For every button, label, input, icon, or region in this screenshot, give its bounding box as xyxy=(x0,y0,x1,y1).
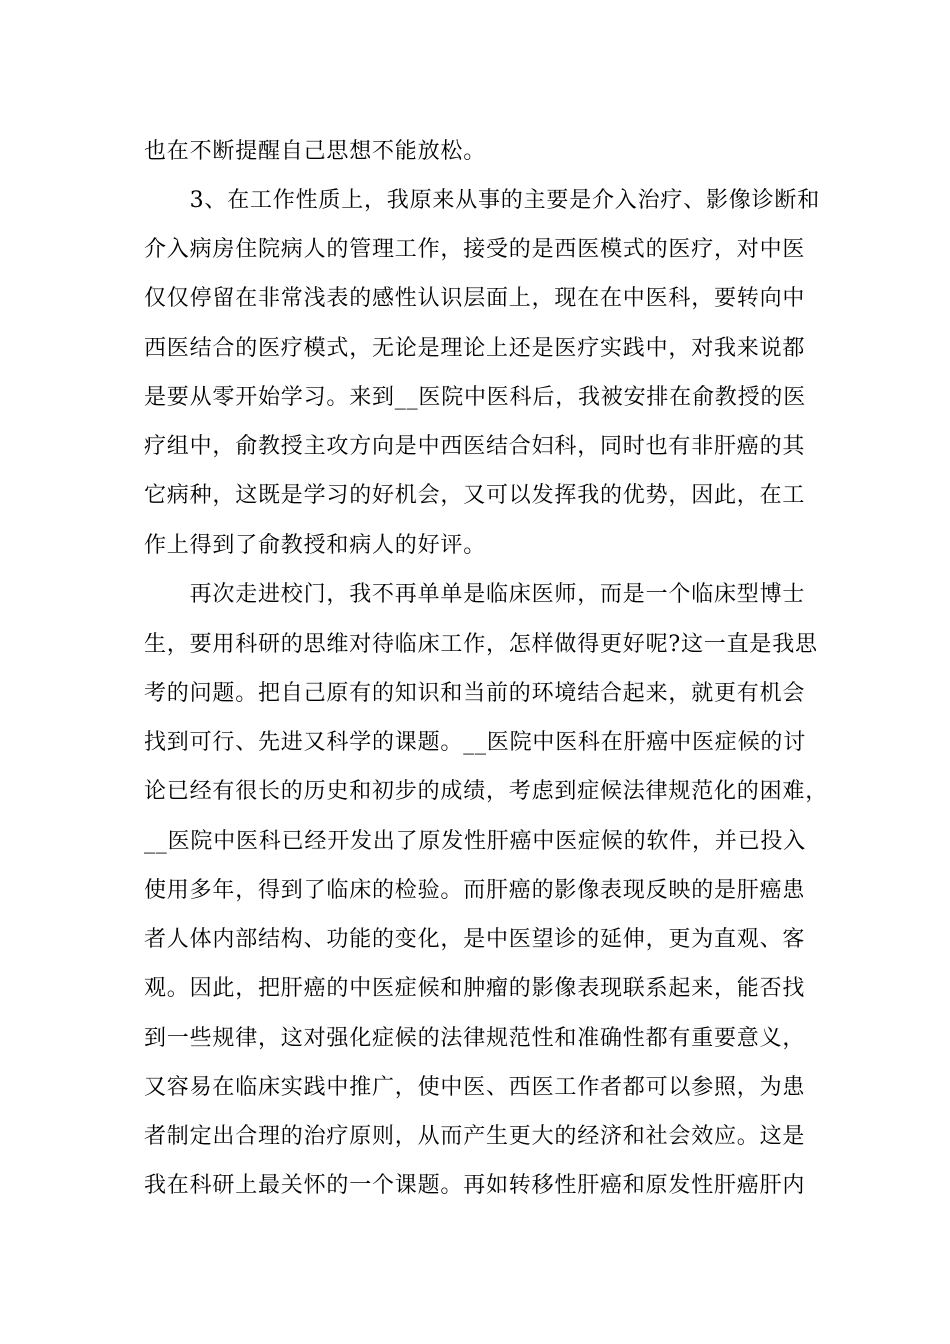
text-line-15: __医院中医科已经开发出了原发性肝癌中医症候的软件，并已投入 xyxy=(144,829,807,854)
text-line-9: 作上得到了俞教授和病人的好评。 xyxy=(144,533,487,558)
text-line-13: 找到可行、先进又科学的课题。__医院中医科在肝癌中医症候的讨 xyxy=(144,730,807,755)
text-line-5: 西医结合的医疗模式，无论是理论上还是医疗实践中，对我来说都 xyxy=(144,336,806,361)
text-line-6: 是要从零开始学习。来到__医院中医科后，我被安排在俞教授的医 xyxy=(144,385,807,410)
text-line-21: 者制定出合理的治疗原则，从而产生更大的经济和社会效应。这是 xyxy=(144,1124,806,1149)
text-line-2: 3、在工作性质上，我原来从事的主要是介入治疗、影像诊断和 xyxy=(144,188,820,213)
text-line-11: 生，要用科研的思维对待临床工作，怎样做得更好呢?这一直是我思 xyxy=(144,632,818,657)
text-line-17: 者人体内部结构、功能的变化，是中医望诊的延伸，更为直观、客 xyxy=(144,927,806,952)
text-line-7: 疗组中，俞教授主攻方向是中西医结合妇科，同时也有非肝癌的其 xyxy=(144,434,806,459)
text-line-20: 又容易在临床实践中推广，使中医、西医工作者都可以参照，为患 xyxy=(144,1075,806,1100)
text-line-22: 我在科研上最关怀的一个课题。再如转移性肝癌和原发性肝癌肝内 xyxy=(144,1173,806,1198)
text-line-16: 使用多年，得到了临床的检验。而肝癌的影像表现反映的是肝癌患 xyxy=(144,878,806,903)
text-line-4: 仅仅停留在非常浅表的感性认识层面上，现在在中医科，要转向中 xyxy=(144,286,806,311)
text-line-8: 它病种，这既是学习的好机会，又可以发挥我的优势，因此，在工 xyxy=(144,483,806,508)
text-line-18: 观。因此，把肝癌的中医症候和肿瘤的影像表现联系起来，能否找 xyxy=(144,976,806,1001)
text-line-12: 考的问题。把自己原有的知识和当前的环境结合起来，就更有机会 xyxy=(144,681,806,706)
text-line-14: 论已经有很长的历史和初步的成绩，考虑到症候法律规范化的困难， xyxy=(144,779,829,804)
text-line-3: 介入病房住院病人的管理工作，接受的是西医模式的医疗，对中医 xyxy=(144,237,806,262)
text-line-10: 再次走进校门，我不再单单是临床医师，而是一个临床型博士 xyxy=(144,582,806,607)
text-line-1: 也在不断提醒自己思想不能放松。 xyxy=(144,139,487,164)
text-line-19: 到一些规律，这对强化症候的法律规范性和准确性都有重要意义， xyxy=(144,1026,806,1051)
